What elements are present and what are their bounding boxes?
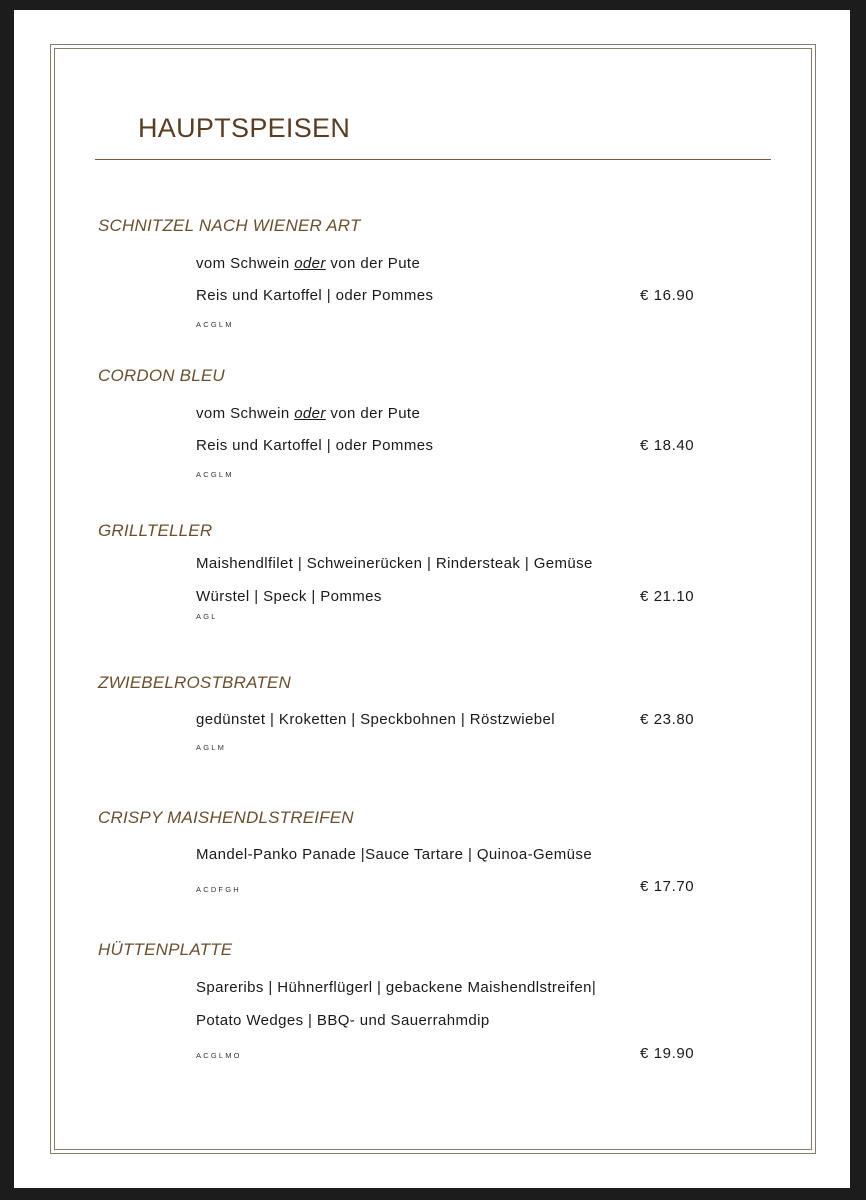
- allergen-codes: ACGLM: [196, 470, 234, 479]
- allergen-codes: AGLM: [196, 743, 227, 752]
- dish-name-grillteller: GRILLTELLER: [98, 521, 213, 540]
- allergen-codes: ACGLMO: [196, 1051, 242, 1060]
- dish-description-line: Mandel-Panko Panade |Sauce Tartare | Quinoa-Gemüse: [196, 846, 593, 863]
- desc-emphasis: oder: [294, 255, 326, 272]
- dish-description-line: Maishendlfilet | Schweinerücken | Rindersteak | Gemüse: [196, 555, 593, 572]
- desc-text: von der Pute: [330, 255, 421, 272]
- desc-text: vom Schwein: [196, 405, 290, 422]
- dish-sides-line: Potato Wedges | BBQ- und Sauerrahmdip: [196, 1012, 490, 1029]
- dish-price: € 19.90: [640, 1045, 695, 1062]
- desc-emphasis: oder: [294, 405, 326, 422]
- desc-text: von der Pute: [330, 405, 421, 422]
- dish-price: € 16.90: [640, 287, 695, 304]
- dish-price: € 21.10: [640, 588, 695, 605]
- allergen-codes: AGL: [196, 612, 218, 621]
- dish-description-line: Spareribs | Hühnerflügerl | gebackene Maishendlstreifen|: [196, 979, 597, 996]
- allergen-codes: ACGLM: [196, 320, 234, 329]
- dish-name-cordon-bleu: CORDON BLEU: [98, 366, 225, 385]
- dish-sides-line: Reis und Kartoffel | oder Pommes: [196, 287, 434, 304]
- menu-page: [14, 10, 850, 1188]
- dish-description-line: gedünstet | Kroketten | Speckbohnen | Röstzwiebel: [196, 711, 555, 728]
- dish-sides-line: Reis und Kartoffel | oder Pommes: [196, 437, 434, 454]
- dish-sides-line: Würstel | Speck | Pommes: [196, 588, 382, 605]
- dish-price: € 18.40: [640, 437, 695, 454]
- dish-name-schnitzel: SCHNITZEL NACH WIENER ART: [98, 216, 361, 235]
- dish-price: € 17.70: [640, 878, 695, 895]
- title-divider: [95, 159, 771, 160]
- dish-name-huettenplatte: HÜTTENPLATTE: [98, 940, 233, 959]
- allergen-codes: ACDFGH: [196, 885, 241, 894]
- dish-name-crispy-maishendlstreifen: CRISPY MAISHENDLSTREIFEN: [98, 808, 354, 827]
- desc-text: vom Schwein: [196, 255, 290, 272]
- page-title: HAUPTSPEISEN: [138, 113, 351, 143]
- dish-name-zwiebelrostbraten: ZWIEBELROSTBRATEN: [98, 673, 291, 692]
- dish-price: € 23.80: [640, 711, 695, 728]
- dish-description-line: [196, 405, 420, 422]
- dish-description-line: [196, 255, 420, 272]
